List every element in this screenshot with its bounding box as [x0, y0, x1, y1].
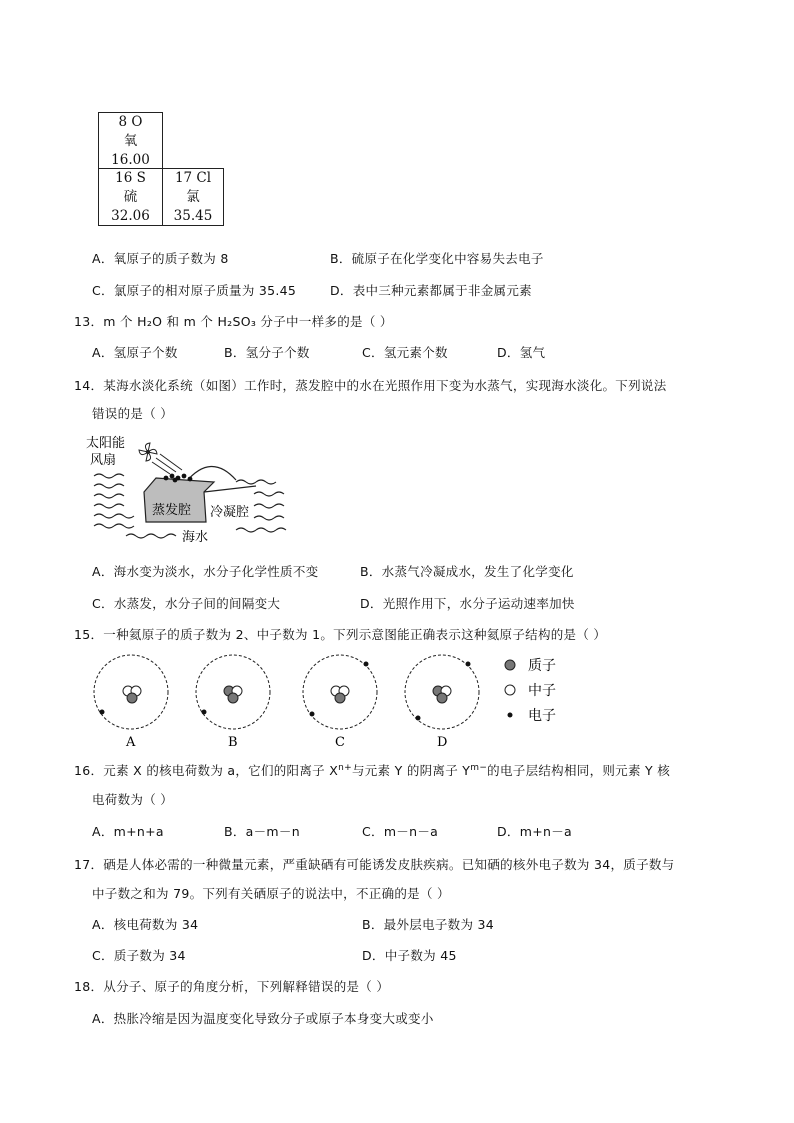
neutron-legend-icon: [505, 685, 515, 695]
sulfur-number-symbol: 16 S: [115, 170, 146, 186]
element-cell-sulfur: [98, 168, 163, 226]
q13-option-a[interactable]: A．氢原子个数: [92, 345, 178, 360]
q16-option-d[interactable]: D．m+n－a: [497, 824, 572, 839]
periodic-table: [98, 112, 224, 226]
q17-option-a[interactable]: A．核电荷数为 34: [92, 917, 199, 932]
label-seawater: 海水: [182, 530, 209, 545]
q16-question-line1: [74, 761, 670, 779]
q13-option-c[interactable]: C．氢元素个数: [362, 345, 448, 360]
sulfur-mass: 32.06: [111, 208, 150, 224]
q15-question: 15．一种氦原子的质子数为 2、中子数为 1。下列示意图能正确表示这种氦原子结构的是（ ）: [74, 627, 607, 642]
chlorine-mass: 35.45: [173, 208, 213, 224]
q12-option-c[interactable]: C．氯原子的相对原子质量为 35.45: [92, 283, 297, 298]
q17-question-line1: 17．硒是人体必需的一种微量元素，严重缺硒有可能诱发皮肤疾病。已知硒的核外电子数为 34，质子数与: [74, 857, 675, 872]
q18-question: 18．从分子、原子的角度分析，下列解释错误的是（ ）: [74, 979, 390, 994]
q14-option-b[interactable]: B．水蒸气冷凝成水，发生了化学变化: [360, 564, 574, 579]
q12-option-a[interactable]: A．氧原子的质子数为 8: [92, 251, 229, 266]
q17-option-c[interactable]: C．质子数为 34: [92, 948, 186, 963]
q16-question-line2: 电荷数为（ ）: [92, 792, 174, 807]
q14-question-line1: 14．某海水淡化系统（如图）工作时，蒸发腔中的水在光照作用下变为水蒸气，实现海水淡化。下列说法: [74, 378, 667, 393]
q16-sup-m-minus: m−: [470, 762, 488, 773]
q17-question-line2: 中子数之和为 79。下列有关硒原子的说法中，不正确的是（ ）: [92, 886, 450, 901]
oxygen-name: 氧: [123, 133, 138, 149]
diagram-label-d: D: [437, 735, 448, 750]
q13-option-b[interactable]: B．氢分子个数: [224, 345, 310, 360]
legend: [505, 658, 556, 724]
legend-electron: 电子: [528, 708, 556, 724]
atom-diagram-b[interactable]: [196, 655, 270, 750]
diagram-label-b: B: [228, 735, 238, 750]
atom-diagram-d[interactable]: [405, 655, 479, 750]
q17-option-d[interactable]: D．中子数为 45: [362, 948, 457, 963]
q17-option-b[interactable]: B．最外层电子数为 34: [362, 917, 495, 932]
q14-option-a[interactable]: A．海水变为淡水，水分子化学性质不变: [92, 564, 319, 579]
chlorine-number-symbol: 17 Cl: [174, 170, 212, 186]
q16-part3: 的电子层结构相同，则元素 Y 核: [487, 763, 671, 778]
chlorine-name: 氯: [186, 189, 200, 205]
q16-part2: 与元素 Y 的阴离子 Y: [351, 763, 471, 778]
q16-option-c[interactable]: C．m－n－a: [362, 824, 439, 839]
q14-question-line2: 错误的是（ ）: [92, 406, 174, 421]
legend-neutron: 中子: [528, 683, 556, 699]
legend-proton: 质子: [528, 658, 556, 674]
q13-question: 13．m 个 H₂O 和 m 个 H₂SO₃ 分子中一样多的是（ ）: [74, 314, 393, 329]
element-cell-chlorine: [162, 168, 224, 226]
q14-option-d[interactable]: D．光照作用下，水分子运动速率加快: [360, 596, 575, 611]
q18-option-a[interactable]: A．热胀冷缩是因为温度变化导致分子或原子本身变大或变小: [92, 1011, 434, 1026]
q13-option-d[interactable]: D．氢气: [497, 345, 546, 360]
atom-diagram-a[interactable]: [94, 655, 168, 750]
sulfur-name: 硫: [123, 189, 138, 205]
q16-part1: 16．元素 X 的核电荷数为 a，它们的阳离子 X: [74, 763, 339, 778]
element-cell-oxygen: [98, 112, 163, 169]
q12-option-b[interactable]: B．硫原子在化学变化中容易失去电子: [330, 251, 544, 266]
oxygen-number-symbol: 8 O: [118, 114, 143, 130]
oxygen-mass: 16.00: [111, 152, 150, 168]
label-solar: 太阳能: [86, 436, 126, 451]
desalination-diagram: [86, 432, 296, 548]
electron-legend-icon: [508, 713, 513, 718]
label-fan: 风扇: [90, 453, 117, 468]
atom-diagram-c[interactable]: [303, 655, 377, 750]
q12-option-d[interactable]: D．表中三种元素都属于非金属元素: [330, 283, 532, 298]
q16-option-b[interactable]: B．a－m－n: [224, 824, 300, 839]
label-evaporation-chamber: 蒸发腔: [152, 503, 192, 518]
diagram-label-c: C: [335, 735, 345, 750]
diagram-label-a: A: [126, 735, 136, 750]
q16-sup-n-plus: n+: [338, 762, 352, 773]
label-condensation-chamber: 冷凝腔: [210, 505, 250, 520]
q16-option-a[interactable]: A．m+n+a: [92, 824, 164, 839]
helium-atom-diagrams: [86, 650, 586, 750]
q14-option-c[interactable]: C．水蒸发，水分子间的间隔变大: [92, 596, 281, 611]
proton-legend-icon: [505, 660, 515, 670]
